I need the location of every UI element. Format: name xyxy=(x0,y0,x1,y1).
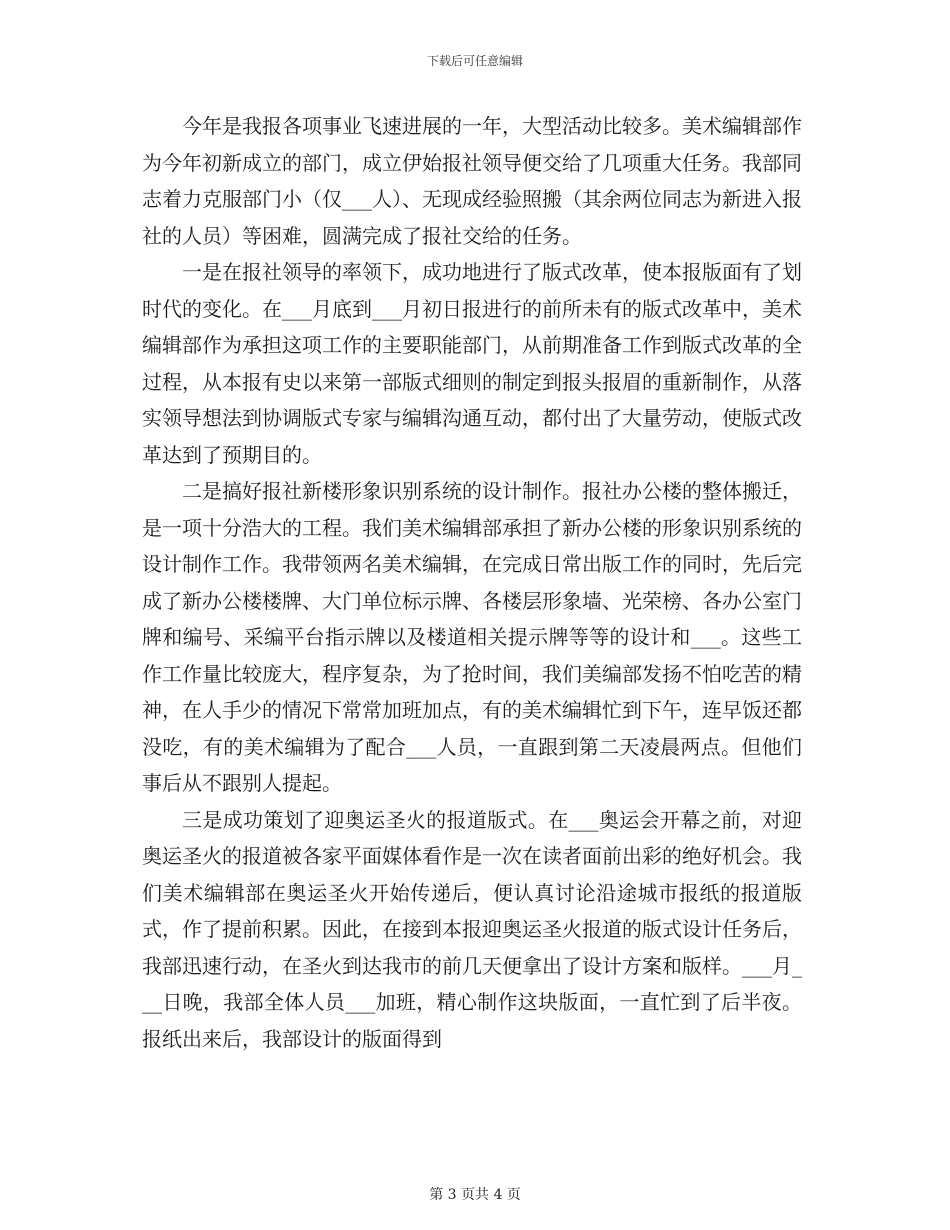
paragraph-olympic-torch: 三是成功策划了迎奥运圣火的报道版式。在___奥运会开幕之前，对迎奥运圣火的报道被各家平面媒体看作是一次在读者面前出彩的绝好机会。我们美术编辑部在奥运圣火开始传递后，便认真讨论沿途城市报纸的报道版式，作了提前积累。因此，在接到本报迎奥运圣火报道的版式设计任务后，我部迅速行动，在圣火到达我市的前几天便拿出了设计方案和版样。___月___日晚，我部全体人员___加班，精心制作这块版面，一直忙到了后半夜。报纸出来后，我部设计的版面得到 xyxy=(142,807,802,1051)
page-number: 第 3 页共 4 页 xyxy=(429,1187,521,1203)
paragraph-layout-reform: 一是在报社领导的率领下，成功地进行了版式改革，使本报版面有了划时代的变化。在___月底到___月初日报进行的前所未有的版式改革中，美术编辑部作为承担这项工作的主要职能部门，从前期准备工作到版式改革的全过程，从本报有史以来第一部版式细则的制定到报头报眉的重新制作，从落实领导想法到协调版式专家与编辑沟通互动，都付出了大量劳动，使版式改革达到了预期目的。 xyxy=(142,260,802,467)
paragraph-intro: 今年是我报各项事业飞速进展的一年，大型活动比较多。美术编辑部作为今年初新成立的部门，成立伊始报社领导便交给了几项重大任务。我部同志着力克服部门小（仅___人）、无现成经验照搬（其余两位同志为新进入报社的人员）等困难，圆满完成了报社交给的任务。 xyxy=(142,114,802,248)
page-header: 下载后可任意编辑 xyxy=(426,54,523,68)
paragraph-building-identity: 二是搞好报社新楼形象识别系统的设计制作。报社办公楼的整体搬迁，是一项十分浩大的工程。我们美术编辑部承担了新办公楼的形象识别系统的设计制作工作。我带领两名美术编辑，在完成日常出版工作的同时，先后完成了新办公楼楼牌、大门单位标示牌、各楼层形象墙、光荣榜、各办公室门牌和编号、采编平台指示牌以及楼道相关提示牌等等的设计和___。这些工作工作量比较庞大，程序复杂，为了抢时间，我们美编部发扬不怕吃苦的精神，在人手少的情况下常常加班加点，有的美术编辑忙到下午，连早饭还都没吃，有的美术编辑为了配合___人员，一直跟到第二天凌晨两点。但他们事后从不跟别人提起。 xyxy=(142,479,802,795)
document-body xyxy=(142,108,802,1057)
